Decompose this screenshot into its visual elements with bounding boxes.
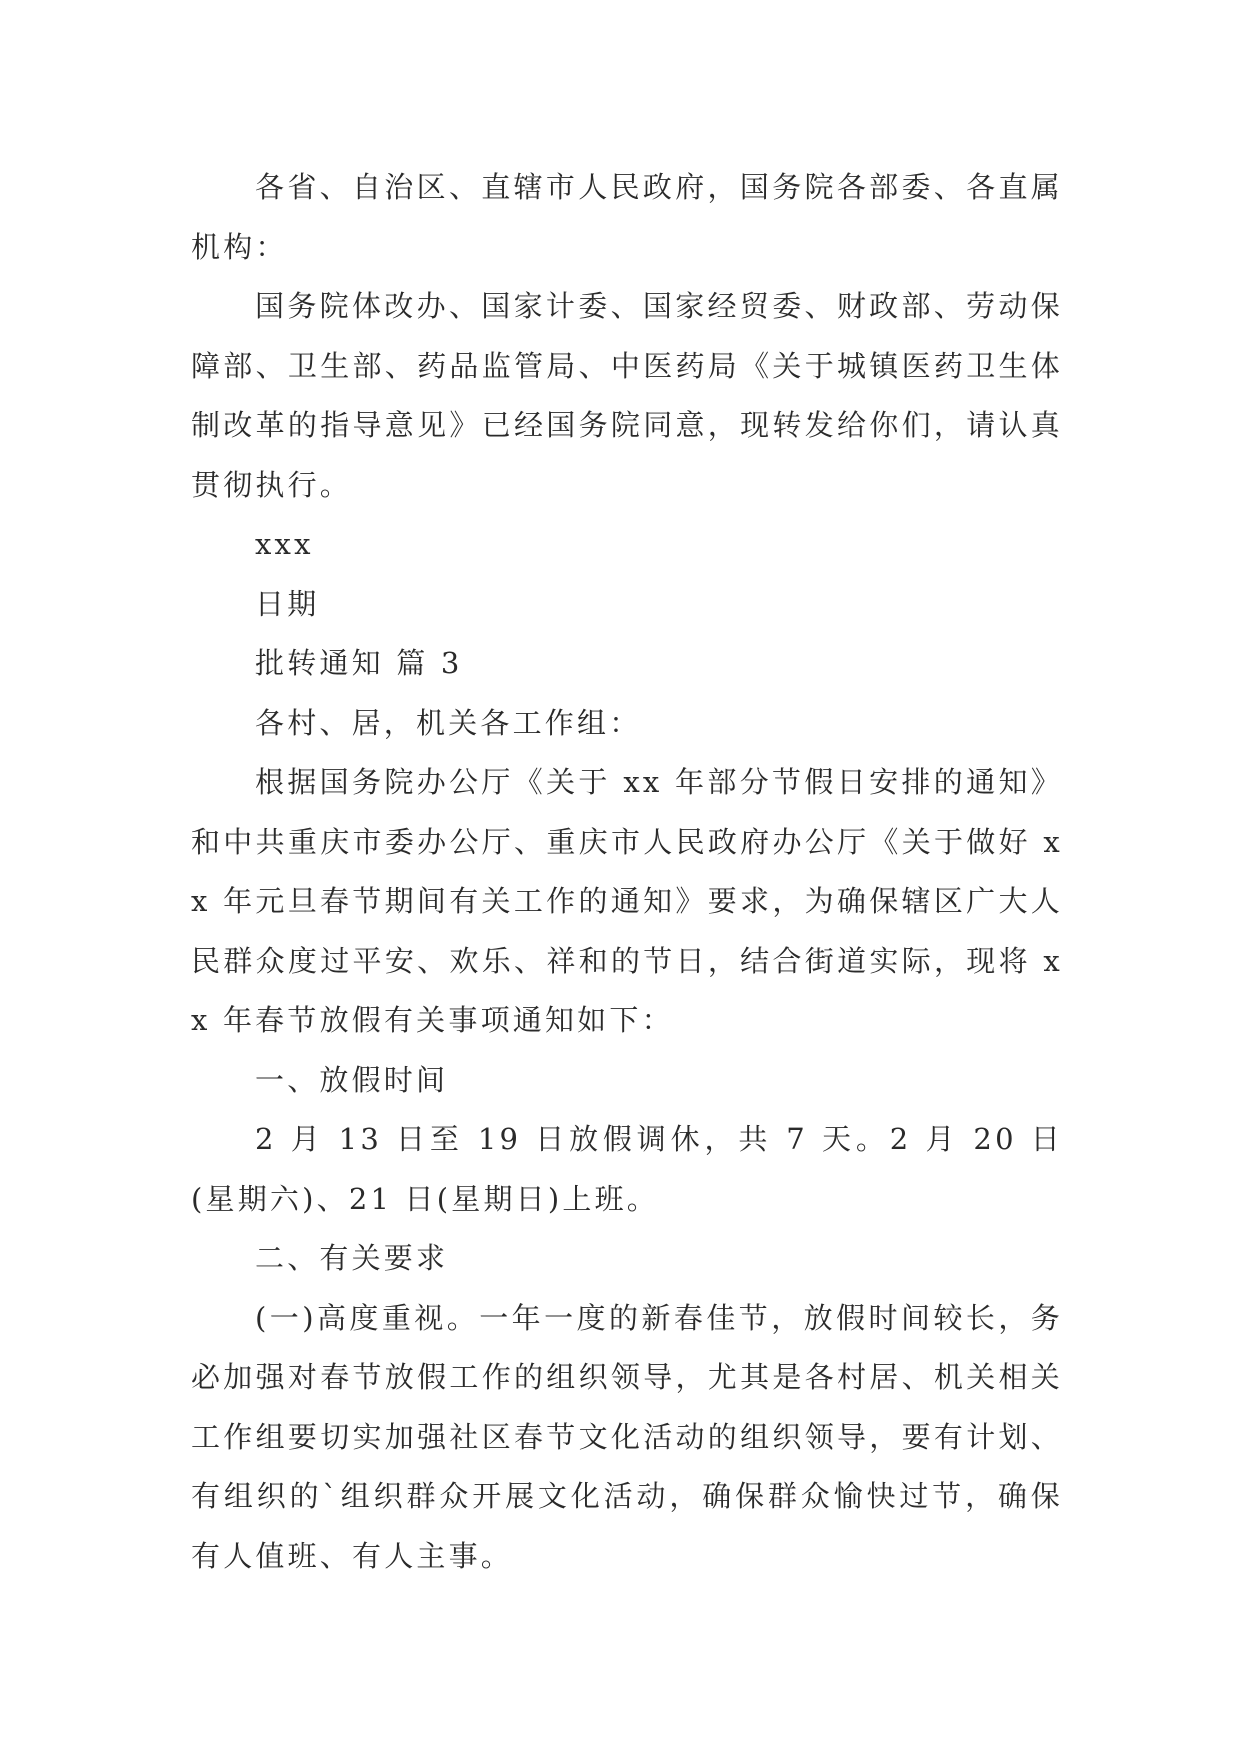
section-title: 批转通知 篇 3 [255, 646, 463, 680]
notice-intro-paragraph: 根据国务院办公厅《关于 xx 年部分节假日安排的通知》和中共重庆市委办公厅、重庆市人民政府办公厅《关于做好 xx 年元旦春节期间有关工作的通知》要求，为确保辖区广大人民群众度过平安、欢乐、祥和的节日，结合街道实际，现将 xx 年春节放假有关事项通知如下： [191, 765, 1063, 1037]
document-body [191, 158, 1063, 1586]
requirement-one-paragraph: (一)高度重视。一年一度的新春佳节，放假时间较长，务必加强对春节放假工作的组织领导，尤其是各村居、机关相关工作组要切实加强社区春节文化活动的组织领导，要有计划、有组织的`组织群众开展文化活动，确保群众愉快过节，确保有人值班、有人主事。 [191, 1300, 1063, 1573]
salutation-paragraph: 各省、自治区、直辖市人民政府，国务院各部委、各直属机构： [191, 170, 1063, 264]
forwarding-paragraph: 国务院体改办、国家计委、国家经贸委、财政部、劳动保障部、卫生部、药品监管局、中医药局《关于城镇医药卫生体制改革的指导意见》已经国务院同意，现转发给你们，请认真贯彻执行。 [191, 289, 1063, 502]
date-line: 日期 [255, 586, 320, 621]
signature-line: xxx [255, 527, 314, 561]
heading-holiday-time: 一、放假时间 [255, 1062, 449, 1097]
heading-requirements: 二、有关要求 [255, 1241, 449, 1275]
recipient-line: 各村、居，机关各工作组： [255, 705, 642, 740]
holiday-dates-paragraph: 2 月 13 日至 19 日放假调休，共 7 天。2 月 20 日(星期六)、21 日(星期日)上班。 [191, 1122, 1063, 1216]
